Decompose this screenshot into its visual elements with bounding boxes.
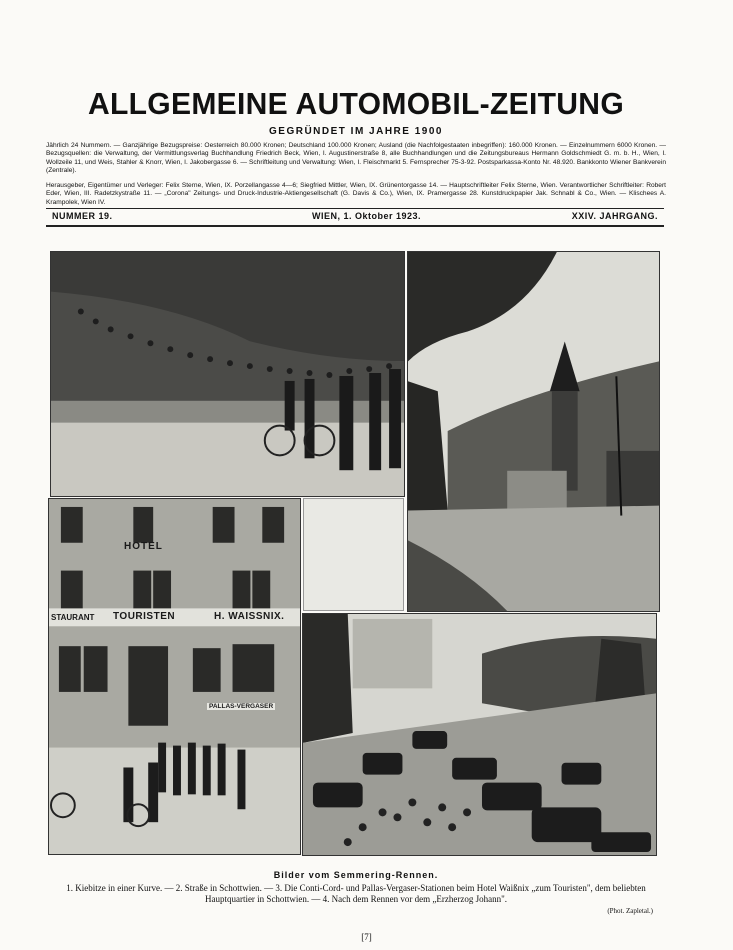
photo-credit: (Phot. Zapletal.) [607, 907, 653, 915]
sign-touristen: TOURISTEN [113, 611, 176, 622]
sign-restaurant: STAURANT [51, 613, 95, 622]
page-number: [7] [361, 932, 372, 942]
masthead-title: ALLGEMEINE AUTOMOBIL-ZEITUNG [87, 86, 625, 121]
header-rule-bottom [46, 225, 664, 227]
publisher-info: Herausgeber, Eigentümer und Verleger: Felix Sterne, Wien, IX. Porzellangasse 4—6; Siegfried Mittler, Wien, IX. Grünentorgasse 14. — Hauptschriftleiter Felix Sterne, Wien. Verantwortlicher Schriftleiter: Robert Eder, Wien, III. Radetzkystraße 11. — „Corona" Zeitungs- und Druck-Industrie-Aktiengesellschaft (G. Davis & Co.), Wien, IX. Pramergasse 28. Kunstdruckpapier Jak. Schnabl & Co., Wien. — Klischees A. Krampolek, Wien IV. [46, 182, 666, 206]
sign-pallas: PALLAS-VERGASER [209, 703, 274, 710]
issue-volume: XXIV. JAHRGANG. [571, 211, 658, 221]
photo-blank-panel [303, 498, 404, 611]
header-rule-top [46, 208, 664, 209]
subscription-info: Jährlich 24 Nummern. — Ganzjährige Bezugspreise: Oesterreich 80.000 Kronen; Deutschland 100.000 Kronen; Ausland (die Nachfolgestaaten inbegriffen): 160.000 Kronen. — Einzelnummern 6000 Kronen. — Bezugsquellen: die Verwaltung, der Vermittlungsverlag Buchhandlung Friedrich Beck, Wien, I. Augustinerstraße 8, alle Buchhandlungen und die Zeitungsbureaus Hermann Goldschmiedt G. m. b. H., Wien, I. Wollzeile 11, und Weis, Stahler & Knorr, Wien, I. Jakobergasse 6. — Schriftleitung und Verwaltung: Wien, I. Fleischmarkt 5. Fernsprecher 75-3-92. Postsparkassa-Konto Nr. 48.920. Bankkonto Wiener Bankverein (Zentrale). [46, 142, 666, 175]
sign-owner: H. WAISSNIX. [214, 611, 285, 622]
caption-title: Bilder vom Semmering-Rennen. [273, 870, 439, 880]
photo-street-schottwien [407, 251, 660, 612]
issue-number: NUMMER 19. [52, 211, 113, 221]
caption-text: 1. Kiebitze in einer Kurve. — 2. Straße in Schottwien. — 3. Die Conti-Cord- und Pallas-Vergaser-Stationen beim Hotel Waißnix „zum Touristen", dem beliebten Hauptquartier in Schottwien. — 4. Nach dem Rennen vor dem „Erzherzog Johann". [66, 883, 646, 904]
issue-date: WIEN, 1. Oktober 1923. [311, 211, 422, 221]
photo-hotel-waissnix [48, 498, 301, 855]
photo-spectators-curve [50, 251, 405, 497]
sign-hotel: HOTEL [124, 541, 163, 552]
photo-after-race [302, 613, 657, 856]
masthead-founded: GEGRÜNDET IM JAHRE 1900 [269, 126, 443, 137]
